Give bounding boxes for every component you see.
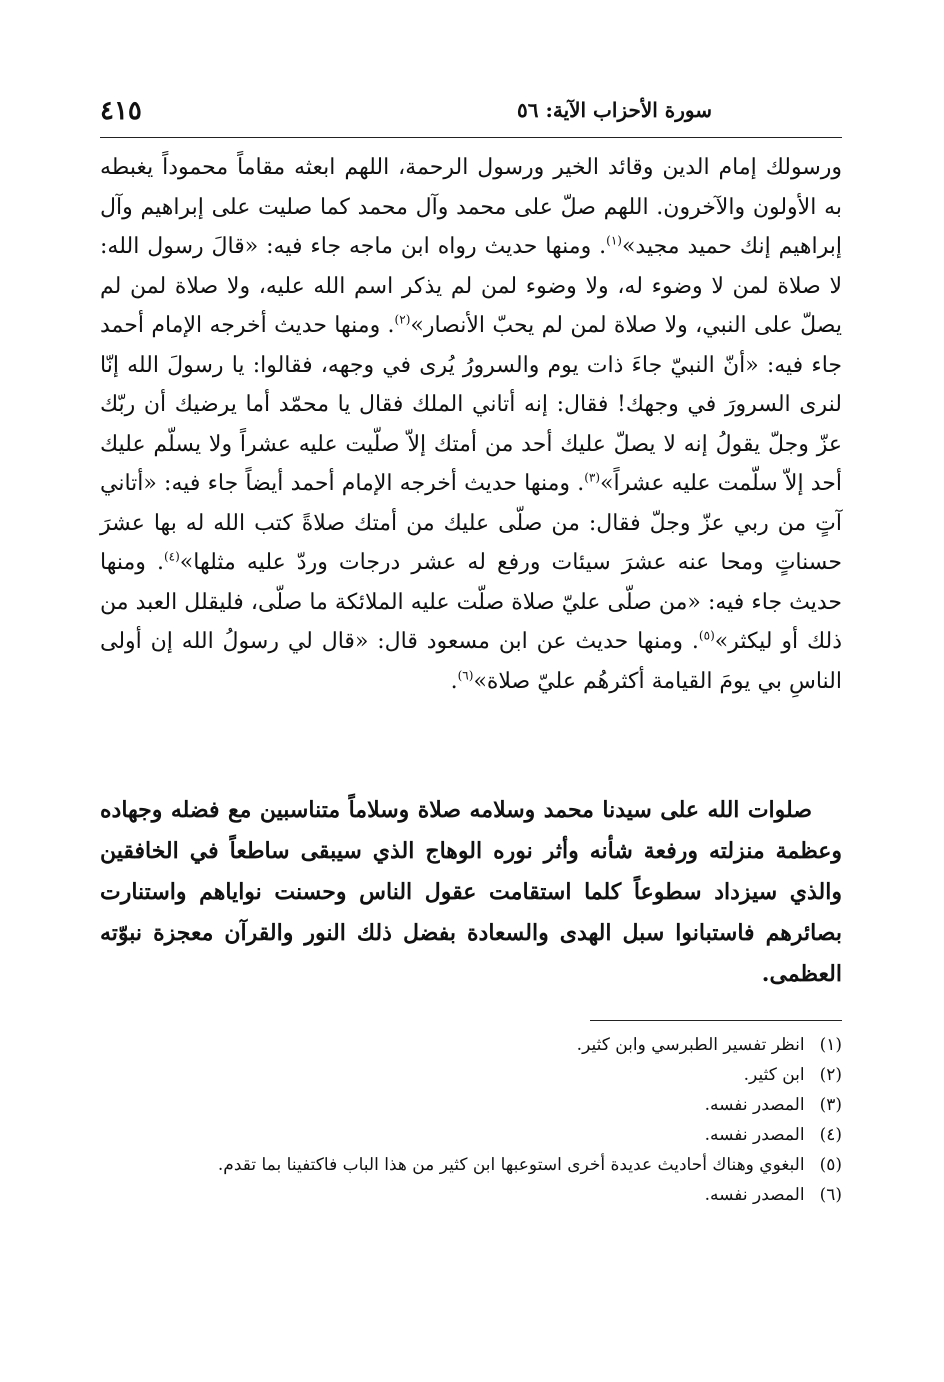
footnote-text: المصدر نفسه. [704, 1125, 805, 1145]
footnote-text: المصدر نفسه. [704, 1095, 805, 1115]
footnote-item [100, 1120, 842, 1150]
footnote-ref: (٤) [163, 549, 180, 564]
header-divider [100, 137, 842, 138]
footnote-number: (٣) [819, 1095, 842, 1115]
body-text-run: . ومنها حديث أخرجه الإمام أحمد أيضاً جاء فيه: «أتاني آتٍ من ربي عزّ وجلّ فقال: من صلّى عليك من أمتك صلاةً كتب الله له بها عشرَ حسناتٍ ومحا عنه عشرَ سيئات ورفع له عشر درجات وردّ عليه مثلها» [100, 471, 842, 575]
footnote-item [100, 1090, 842, 1120]
footnote-number: (١) [819, 1035, 842, 1055]
footnote-number: (٥) [819, 1155, 842, 1175]
footnote-number: (٤) [819, 1125, 842, 1145]
body-text-run: ورسولك إمام الدين وقائد الخير ورسول الرحمة، اللهم ابعثه مقاماً محموداً يغبطه به الأولون والآخرون. اللهم صلّ على محمد وآل محمد كما صليت على إبراهيم وآل إبراهيم إنك حميد مجيد» [100, 155, 843, 259]
footnote-ref: (٦) [457, 668, 474, 683]
body-text-run: . ومنها حديث رواه ابن ماجه جاء فيه: «قالَ رسول الله: لا صلاة لمن لا وضوء له، ولا وضوء لمن لم يذكر اسم الله عليه، ولا صلاة لمن لم يصلّ على النبي، ولا صلاة لمن لم يحبّ الأنصار» [100, 234, 842, 338]
page-header [100, 96, 842, 136]
body-paragraph [100, 148, 842, 701]
footnote-item [100, 1180, 842, 1210]
footnote-number: (٢) [819, 1065, 842, 1085]
footnote-text: المصدر نفسه. [704, 1185, 805, 1205]
footnote-text: البغوي وهناك أحاديث عديدة أخرى استوعبها ابن كثير من هذا الباب فاكتفينا بما تقدم. [217, 1155, 805, 1175]
footnote-ref: (٥) [698, 628, 715, 643]
body-text-run: . [450, 668, 458, 694]
body-text-run: . ومنها حديث جاء فيه: «من صلّى عليّ صلاة صلّت عليه الملائكة ما صلّى، فليقلل العبد من ذلك أو ليكثر» [100, 550, 842, 654]
footnotes-list [100, 1030, 842, 1210]
footnote-ref: (٣) [584, 470, 601, 485]
page-number: ٤١٥ [100, 96, 142, 126]
footnote-ref: (١) [606, 233, 622, 248]
body-text-run: . ومنها حديث أخرجه الإمام أحمد جاء فيه: «أنّ النبيّ جاءَ ذات يوم والسرورُ يُرى في وجهه، فقالوا: يا رسولَ الله إنّا لنرى السرورَ في وجهك! فقال: إنه أتاني الملك فقال يا محمّد أما يرضيك أن ربّك عزّ وجلّ يقولُ إنه لا يصلّ عليك أحد من أمتك إلاّ صلّيت عليه عشراً ولا يسلّم عليك أحد إلاّ سلّمت عليه عشراً» [100, 313, 842, 496]
footnote-item [100, 1030, 842, 1060]
body-text-run: . ومنها حديث عن ابن مسعود قال: «قال لي رسولُ الله إن أولى الناسِ بي يومَ القيامة أكثرهُم عليّ صلاة» [100, 629, 842, 694]
running-head: سورة الأحزاب الآية: ٥٦ [517, 98, 712, 122]
footnote-number: (٦) [819, 1185, 842, 1205]
footnote-item [100, 1150, 842, 1180]
footnote-ref: (٢) [394, 312, 411, 327]
footnote-divider [590, 1020, 842, 1021]
footnote-text: ابن كثير. [743, 1065, 805, 1085]
closing-paragraph: صلوات الله على سيدنا محمد وسلامه صلاة وسلاماً متناسبين مع فضله وجهاده وعظمة منزلته ورفعة شأنه وأثر نوره الوهاج الذي سيبقى ساطعاً في الخافقين والذي سيزداد سطوعاً كلما استقامت عقول الناس وحسنت نواياهم واستنارت بصائرهم فاستبانوا سبل الهدى والسعادة بفضل ذلك النور والقرآن معجزة نبوّته العظمى. [100, 797, 842, 987]
footnote-item [100, 1060, 842, 1090]
footnote-text: انظر تفسير الطبرسي وابن كثير. [576, 1035, 805, 1055]
